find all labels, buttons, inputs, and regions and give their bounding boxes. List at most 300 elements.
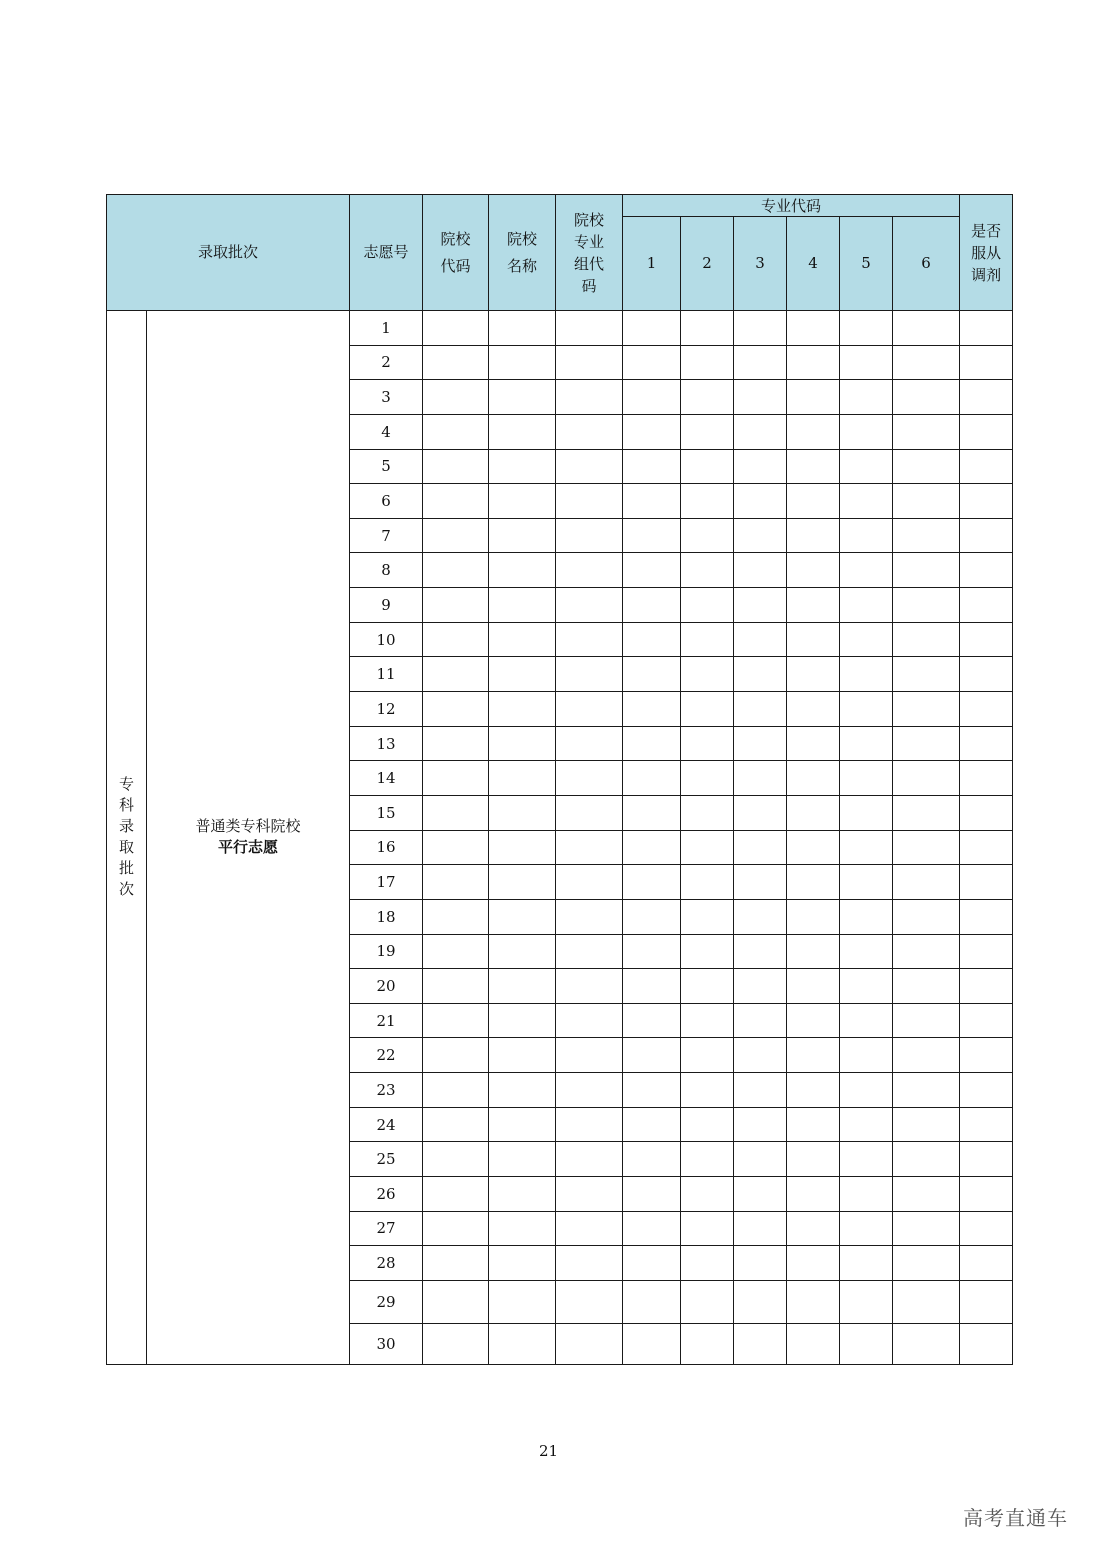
- major-3-cell[interactable]: [734, 518, 787, 553]
- group-code-cell[interactable]: [556, 345, 623, 380]
- adjust-cell[interactable]: [960, 795, 1013, 830]
- major-6-cell[interactable]: [893, 657, 960, 692]
- school-name-cell[interactable]: [489, 865, 556, 900]
- major-6-cell[interactable]: [893, 795, 960, 830]
- major-2-cell[interactable]: [681, 414, 734, 449]
- adjust-cell[interactable]: [960, 380, 1013, 415]
- major-3-cell[interactable]: [734, 934, 787, 969]
- major-4-cell[interactable]: [787, 865, 840, 900]
- major-4-cell[interactable]: [787, 449, 840, 484]
- major-3-cell[interactable]: [734, 692, 787, 727]
- school-name-cell[interactable]: [489, 934, 556, 969]
- major-4-cell[interactable]: [787, 1107, 840, 1142]
- major-2-cell[interactable]: [681, 553, 734, 588]
- major-6-cell[interactable]: [893, 1280, 960, 1323]
- adjust-cell[interactable]: [960, 1107, 1013, 1142]
- major-4-cell[interactable]: [787, 622, 840, 657]
- major-5-cell[interactable]: [840, 1003, 893, 1038]
- group-code-cell[interactable]: [556, 795, 623, 830]
- major-4-cell[interactable]: [787, 934, 840, 969]
- major-5-cell[interactable]: [840, 657, 893, 692]
- major-6-cell[interactable]: [893, 934, 960, 969]
- major-6-cell[interactable]: [893, 726, 960, 761]
- major-2-cell[interactable]: [681, 1107, 734, 1142]
- school-code-cell[interactable]: [423, 518, 489, 553]
- major-4-cell[interactable]: [787, 380, 840, 415]
- adjust-cell[interactable]: [960, 1038, 1013, 1073]
- major-1-cell[interactable]: [623, 380, 681, 415]
- major-2-cell[interactable]: [681, 1142, 734, 1177]
- school-name-cell[interactable]: [489, 380, 556, 415]
- school-name-cell[interactable]: [489, 1280, 556, 1323]
- school-code-cell[interactable]: [423, 311, 489, 346]
- group-code-cell[interactable]: [556, 1003, 623, 1038]
- major-3-cell[interactable]: [734, 484, 787, 519]
- school-name-cell[interactable]: [489, 449, 556, 484]
- school-code-cell[interactable]: [423, 830, 489, 865]
- school-code-cell[interactable]: [423, 414, 489, 449]
- major-1-cell[interactable]: [623, 553, 681, 588]
- group-code-cell[interactable]: [556, 1073, 623, 1108]
- major-2-cell[interactable]: [681, 588, 734, 623]
- major-6-cell[interactable]: [893, 1323, 960, 1364]
- major-2-cell[interactable]: [681, 1003, 734, 1038]
- school-code-cell[interactable]: [423, 1073, 489, 1108]
- major-5-cell[interactable]: [840, 969, 893, 1004]
- major-2-cell[interactable]: [681, 692, 734, 727]
- major-6-cell[interactable]: [893, 969, 960, 1004]
- school-code-cell[interactable]: [423, 795, 489, 830]
- major-3-cell[interactable]: [734, 311, 787, 346]
- major-5-cell[interactable]: [840, 311, 893, 346]
- adjust-cell[interactable]: [960, 1280, 1013, 1323]
- major-2-cell[interactable]: [681, 345, 734, 380]
- adjust-cell[interactable]: [960, 1246, 1013, 1281]
- major-5-cell[interactable]: [840, 345, 893, 380]
- school-code-cell[interactable]: [423, 1107, 489, 1142]
- major-2-cell[interactable]: [681, 1323, 734, 1364]
- school-name-cell[interactable]: [489, 345, 556, 380]
- major-6-cell[interactable]: [893, 484, 960, 519]
- major-6-cell[interactable]: [893, 1142, 960, 1177]
- major-5-cell[interactable]: [840, 518, 893, 553]
- major-6-cell[interactable]: [893, 1003, 960, 1038]
- major-1-cell[interactable]: [623, 588, 681, 623]
- group-code-cell[interactable]: [556, 830, 623, 865]
- major-6-cell[interactable]: [893, 449, 960, 484]
- major-3-cell[interactable]: [734, 1211, 787, 1246]
- major-5-cell[interactable]: [840, 414, 893, 449]
- school-name-cell[interactable]: [489, 553, 556, 588]
- school-code-cell[interactable]: [423, 726, 489, 761]
- major-5-cell[interactable]: [840, 1246, 893, 1281]
- school-code-cell[interactable]: [423, 484, 489, 519]
- major-5-cell[interactable]: [840, 1323, 893, 1364]
- school-name-cell[interactable]: [489, 1323, 556, 1364]
- major-4-cell[interactable]: [787, 1177, 840, 1212]
- major-5-cell[interactable]: [840, 934, 893, 969]
- school-code-cell[interactable]: [423, 380, 489, 415]
- school-code-cell[interactable]: [423, 1177, 489, 1212]
- major-5-cell[interactable]: [840, 380, 893, 415]
- adjust-cell[interactable]: [960, 899, 1013, 934]
- adjust-cell[interactable]: [960, 1323, 1013, 1364]
- school-name-cell[interactable]: [489, 1142, 556, 1177]
- major-3-cell[interactable]: [734, 830, 787, 865]
- major-5-cell[interactable]: [840, 1038, 893, 1073]
- group-code-cell[interactable]: [556, 1323, 623, 1364]
- major-2-cell[interactable]: [681, 726, 734, 761]
- major-5-cell[interactable]: [840, 1142, 893, 1177]
- group-code-cell[interactable]: [556, 1107, 623, 1142]
- major-6-cell[interactable]: [893, 1038, 960, 1073]
- major-1-cell[interactable]: [623, 1107, 681, 1142]
- major-6-cell[interactable]: [893, 414, 960, 449]
- major-2-cell[interactable]: [681, 311, 734, 346]
- major-3-cell[interactable]: [734, 1246, 787, 1281]
- group-code-cell[interactable]: [556, 899, 623, 934]
- major-5-cell[interactable]: [840, 795, 893, 830]
- major-6-cell[interactable]: [893, 311, 960, 346]
- major-1-cell[interactable]: [623, 969, 681, 1004]
- major-6-cell[interactable]: [893, 692, 960, 727]
- school-name-cell[interactable]: [489, 1177, 556, 1212]
- major-6-cell[interactable]: [893, 622, 960, 657]
- major-3-cell[interactable]: [734, 1323, 787, 1364]
- school-name-cell[interactable]: [489, 899, 556, 934]
- school-code-cell[interactable]: [423, 899, 489, 934]
- adjust-cell[interactable]: [960, 726, 1013, 761]
- major-5-cell[interactable]: [840, 1211, 893, 1246]
- major-6-cell[interactable]: [893, 345, 960, 380]
- adjust-cell[interactable]: [960, 553, 1013, 588]
- major-2-cell[interactable]: [681, 795, 734, 830]
- major-3-cell[interactable]: [734, 969, 787, 1004]
- major-3-cell[interactable]: [734, 1142, 787, 1177]
- major-3-cell[interactable]: [734, 726, 787, 761]
- major-3-cell[interactable]: [734, 1073, 787, 1108]
- school-code-cell[interactable]: [423, 761, 489, 796]
- major-5-cell[interactable]: [840, 726, 893, 761]
- major-1-cell[interactable]: [623, 1246, 681, 1281]
- major-2-cell[interactable]: [681, 1073, 734, 1108]
- major-2-cell[interactable]: [681, 1211, 734, 1246]
- major-6-cell[interactable]: [893, 899, 960, 934]
- major-1-cell[interactable]: [623, 449, 681, 484]
- major-6-cell[interactable]: [893, 1177, 960, 1212]
- major-5-cell[interactable]: [840, 588, 893, 623]
- school-name-cell[interactable]: [489, 1246, 556, 1281]
- adjust-cell[interactable]: [960, 345, 1013, 380]
- major-4-cell[interactable]: [787, 518, 840, 553]
- major-4-cell[interactable]: [787, 553, 840, 588]
- major-4-cell[interactable]: [787, 1323, 840, 1364]
- major-3-cell[interactable]: [734, 761, 787, 796]
- group-code-cell[interactable]: [556, 1246, 623, 1281]
- major-3-cell[interactable]: [734, 657, 787, 692]
- major-4-cell[interactable]: [787, 969, 840, 1004]
- major-3-cell[interactable]: [734, 899, 787, 934]
- adjust-cell[interactable]: [960, 692, 1013, 727]
- major-2-cell[interactable]: [681, 518, 734, 553]
- school-code-cell[interactable]: [423, 865, 489, 900]
- group-code-cell[interactable]: [556, 484, 623, 519]
- major-4-cell[interactable]: [787, 1038, 840, 1073]
- major-4-cell[interactable]: [787, 761, 840, 796]
- major-1-cell[interactable]: [623, 865, 681, 900]
- major-6-cell[interactable]: [893, 553, 960, 588]
- major-4-cell[interactable]: [787, 1211, 840, 1246]
- major-1-cell[interactable]: [623, 761, 681, 796]
- major-4-cell[interactable]: [787, 899, 840, 934]
- major-6-cell[interactable]: [893, 1211, 960, 1246]
- school-name-cell[interactable]: [489, 622, 556, 657]
- major-3-cell[interactable]: [734, 414, 787, 449]
- major-5-cell[interactable]: [840, 1280, 893, 1323]
- school-code-cell[interactable]: [423, 1142, 489, 1177]
- major-2-cell[interactable]: [681, 657, 734, 692]
- major-4-cell[interactable]: [787, 657, 840, 692]
- school-name-cell[interactable]: [489, 969, 556, 1004]
- adjust-cell[interactable]: [960, 830, 1013, 865]
- group-code-cell[interactable]: [556, 865, 623, 900]
- major-6-cell[interactable]: [893, 1073, 960, 1108]
- major-1-cell[interactable]: [623, 1038, 681, 1073]
- major-5-cell[interactable]: [840, 1107, 893, 1142]
- major-2-cell[interactable]: [681, 969, 734, 1004]
- group-code-cell[interactable]: [556, 553, 623, 588]
- major-2-cell[interactable]: [681, 484, 734, 519]
- major-5-cell[interactable]: [840, 830, 893, 865]
- school-code-cell[interactable]: [423, 692, 489, 727]
- major-5-cell[interactable]: [840, 553, 893, 588]
- major-5-cell[interactable]: [840, 449, 893, 484]
- school-code-cell[interactable]: [423, 1038, 489, 1073]
- major-2-cell[interactable]: [681, 899, 734, 934]
- group-code-cell[interactable]: [556, 761, 623, 796]
- major-6-cell[interactable]: [893, 1107, 960, 1142]
- adjust-cell[interactable]: [960, 622, 1013, 657]
- major-2-cell[interactable]: [681, 622, 734, 657]
- major-5-cell[interactable]: [840, 865, 893, 900]
- major-1-cell[interactable]: [623, 657, 681, 692]
- major-1-cell[interactable]: [623, 345, 681, 380]
- adjust-cell[interactable]: [960, 484, 1013, 519]
- major-1-cell[interactable]: [623, 311, 681, 346]
- school-name-cell[interactable]: [489, 657, 556, 692]
- major-5-cell[interactable]: [840, 1177, 893, 1212]
- school-code-cell[interactable]: [423, 622, 489, 657]
- major-1-cell[interactable]: [623, 1211, 681, 1246]
- major-5-cell[interactable]: [840, 484, 893, 519]
- major-3-cell[interactable]: [734, 1107, 787, 1142]
- school-code-cell[interactable]: [423, 1246, 489, 1281]
- group-code-cell[interactable]: [556, 1177, 623, 1212]
- group-code-cell[interactable]: [556, 934, 623, 969]
- group-code-cell[interactable]: [556, 726, 623, 761]
- group-code-cell[interactable]: [556, 414, 623, 449]
- major-2-cell[interactable]: [681, 865, 734, 900]
- group-code-cell[interactable]: [556, 622, 623, 657]
- major-6-cell[interactable]: [893, 588, 960, 623]
- major-6-cell[interactable]: [893, 518, 960, 553]
- major-4-cell[interactable]: [787, 414, 840, 449]
- major-4-cell[interactable]: [787, 588, 840, 623]
- adjust-cell[interactable]: [960, 969, 1013, 1004]
- major-5-cell[interactable]: [840, 692, 893, 727]
- major-1-cell[interactable]: [623, 1177, 681, 1212]
- major-6-cell[interactable]: [893, 380, 960, 415]
- group-code-cell[interactable]: [556, 588, 623, 623]
- adjust-cell[interactable]: [960, 1003, 1013, 1038]
- major-1-cell[interactable]: [623, 1142, 681, 1177]
- school-name-cell[interactable]: [489, 1107, 556, 1142]
- adjust-cell[interactable]: [960, 1177, 1013, 1212]
- major-6-cell[interactable]: [893, 761, 960, 796]
- major-1-cell[interactable]: [623, 692, 681, 727]
- major-1-cell[interactable]: [623, 484, 681, 519]
- school-name-cell[interactable]: [489, 414, 556, 449]
- major-4-cell[interactable]: [787, 830, 840, 865]
- adjust-cell[interactable]: [960, 1073, 1013, 1108]
- major-4-cell[interactable]: [787, 1142, 840, 1177]
- major-4-cell[interactable]: [787, 1003, 840, 1038]
- major-3-cell[interactable]: [734, 1038, 787, 1073]
- adjust-cell[interactable]: [960, 865, 1013, 900]
- major-3-cell[interactable]: [734, 553, 787, 588]
- group-code-cell[interactable]: [556, 1038, 623, 1073]
- major-1-cell[interactable]: [623, 414, 681, 449]
- major-2-cell[interactable]: [681, 380, 734, 415]
- major-1-cell[interactable]: [623, 1323, 681, 1364]
- adjust-cell[interactable]: [960, 518, 1013, 553]
- school-code-cell[interactable]: [423, 1280, 489, 1323]
- major-4-cell[interactable]: [787, 484, 840, 519]
- major-3-cell[interactable]: [734, 1003, 787, 1038]
- major-5-cell[interactable]: [840, 1073, 893, 1108]
- school-name-cell[interactable]: [489, 588, 556, 623]
- major-2-cell[interactable]: [681, 830, 734, 865]
- major-3-cell[interactable]: [734, 865, 787, 900]
- major-2-cell[interactable]: [681, 1038, 734, 1073]
- major-1-cell[interactable]: [623, 830, 681, 865]
- adjust-cell[interactable]: [960, 657, 1013, 692]
- adjust-cell[interactable]: [960, 449, 1013, 484]
- group-code-cell[interactable]: [556, 969, 623, 1004]
- major-2-cell[interactable]: [681, 1177, 734, 1212]
- major-1-cell[interactable]: [623, 622, 681, 657]
- school-name-cell[interactable]: [489, 795, 556, 830]
- major-3-cell[interactable]: [734, 795, 787, 830]
- major-3-cell[interactable]: [734, 622, 787, 657]
- major-1-cell[interactable]: [623, 518, 681, 553]
- major-5-cell[interactable]: [840, 761, 893, 796]
- major-6-cell[interactable]: [893, 865, 960, 900]
- major-2-cell[interactable]: [681, 934, 734, 969]
- major-3-cell[interactable]: [734, 380, 787, 415]
- school-name-cell[interactable]: [489, 830, 556, 865]
- adjust-cell[interactable]: [960, 934, 1013, 969]
- school-name-cell[interactable]: [489, 484, 556, 519]
- major-1-cell[interactable]: [623, 899, 681, 934]
- major-4-cell[interactable]: [787, 1280, 840, 1323]
- school-name-cell[interactable]: [489, 1038, 556, 1073]
- adjust-cell[interactable]: [960, 311, 1013, 346]
- school-code-cell[interactable]: [423, 1211, 489, 1246]
- major-4-cell[interactable]: [787, 1073, 840, 1108]
- group-code-cell[interactable]: [556, 1211, 623, 1246]
- major-4-cell[interactable]: [787, 311, 840, 346]
- major-1-cell[interactable]: [623, 1073, 681, 1108]
- major-3-cell[interactable]: [734, 345, 787, 380]
- school-name-cell[interactable]: [489, 311, 556, 346]
- major-4-cell[interactable]: [787, 795, 840, 830]
- major-4-cell[interactable]: [787, 1246, 840, 1281]
- school-name-cell[interactable]: [489, 692, 556, 727]
- school-name-cell[interactable]: [489, 518, 556, 553]
- group-code-cell[interactable]: [556, 380, 623, 415]
- major-4-cell[interactable]: [787, 692, 840, 727]
- school-code-cell[interactable]: [423, 969, 489, 1004]
- major-3-cell[interactable]: [734, 1280, 787, 1323]
- school-code-cell[interactable]: [423, 657, 489, 692]
- school-name-cell[interactable]: [489, 761, 556, 796]
- major-4-cell[interactable]: [787, 345, 840, 380]
- major-1-cell[interactable]: [623, 795, 681, 830]
- school-name-cell[interactable]: [489, 1073, 556, 1108]
- major-3-cell[interactable]: [734, 449, 787, 484]
- school-code-cell[interactable]: [423, 934, 489, 969]
- adjust-cell[interactable]: [960, 761, 1013, 796]
- major-1-cell[interactable]: [623, 934, 681, 969]
- group-code-cell[interactable]: [556, 518, 623, 553]
- school-code-cell[interactable]: [423, 588, 489, 623]
- group-code-cell[interactable]: [556, 311, 623, 346]
- major-5-cell[interactable]: [840, 622, 893, 657]
- major-2-cell[interactable]: [681, 1280, 734, 1323]
- group-code-cell[interactable]: [556, 449, 623, 484]
- major-3-cell[interactable]: [734, 588, 787, 623]
- adjust-cell[interactable]: [960, 1142, 1013, 1177]
- group-code-cell[interactable]: [556, 692, 623, 727]
- major-3-cell[interactable]: [734, 1177, 787, 1212]
- school-code-cell[interactable]: [423, 345, 489, 380]
- group-code-cell[interactable]: [556, 1142, 623, 1177]
- group-code-cell[interactable]: [556, 657, 623, 692]
- group-code-cell[interactable]: [556, 1280, 623, 1323]
- adjust-cell[interactable]: [960, 1211, 1013, 1246]
- major-2-cell[interactable]: [681, 1246, 734, 1281]
- school-code-cell[interactable]: [423, 1323, 489, 1364]
- adjust-cell[interactable]: [960, 588, 1013, 623]
- major-5-cell[interactable]: [840, 899, 893, 934]
- major-4-cell[interactable]: [787, 726, 840, 761]
- major-2-cell[interactable]: [681, 761, 734, 796]
- major-1-cell[interactable]: [623, 1280, 681, 1323]
- school-code-cell[interactable]: [423, 1003, 489, 1038]
- school-name-cell[interactable]: [489, 1003, 556, 1038]
- adjust-cell[interactable]: [960, 414, 1013, 449]
- major-1-cell[interactable]: [623, 726, 681, 761]
- school-name-cell[interactable]: [489, 726, 556, 761]
- school-code-cell[interactable]: [423, 449, 489, 484]
- school-code-cell[interactable]: [423, 553, 489, 588]
- major-6-cell[interactable]: [893, 830, 960, 865]
- school-name-cell[interactable]: [489, 1211, 556, 1246]
- major-6-cell[interactable]: [893, 1246, 960, 1281]
- major-1-cell[interactable]: [623, 1003, 681, 1038]
- major-2-cell[interactable]: [681, 449, 734, 484]
